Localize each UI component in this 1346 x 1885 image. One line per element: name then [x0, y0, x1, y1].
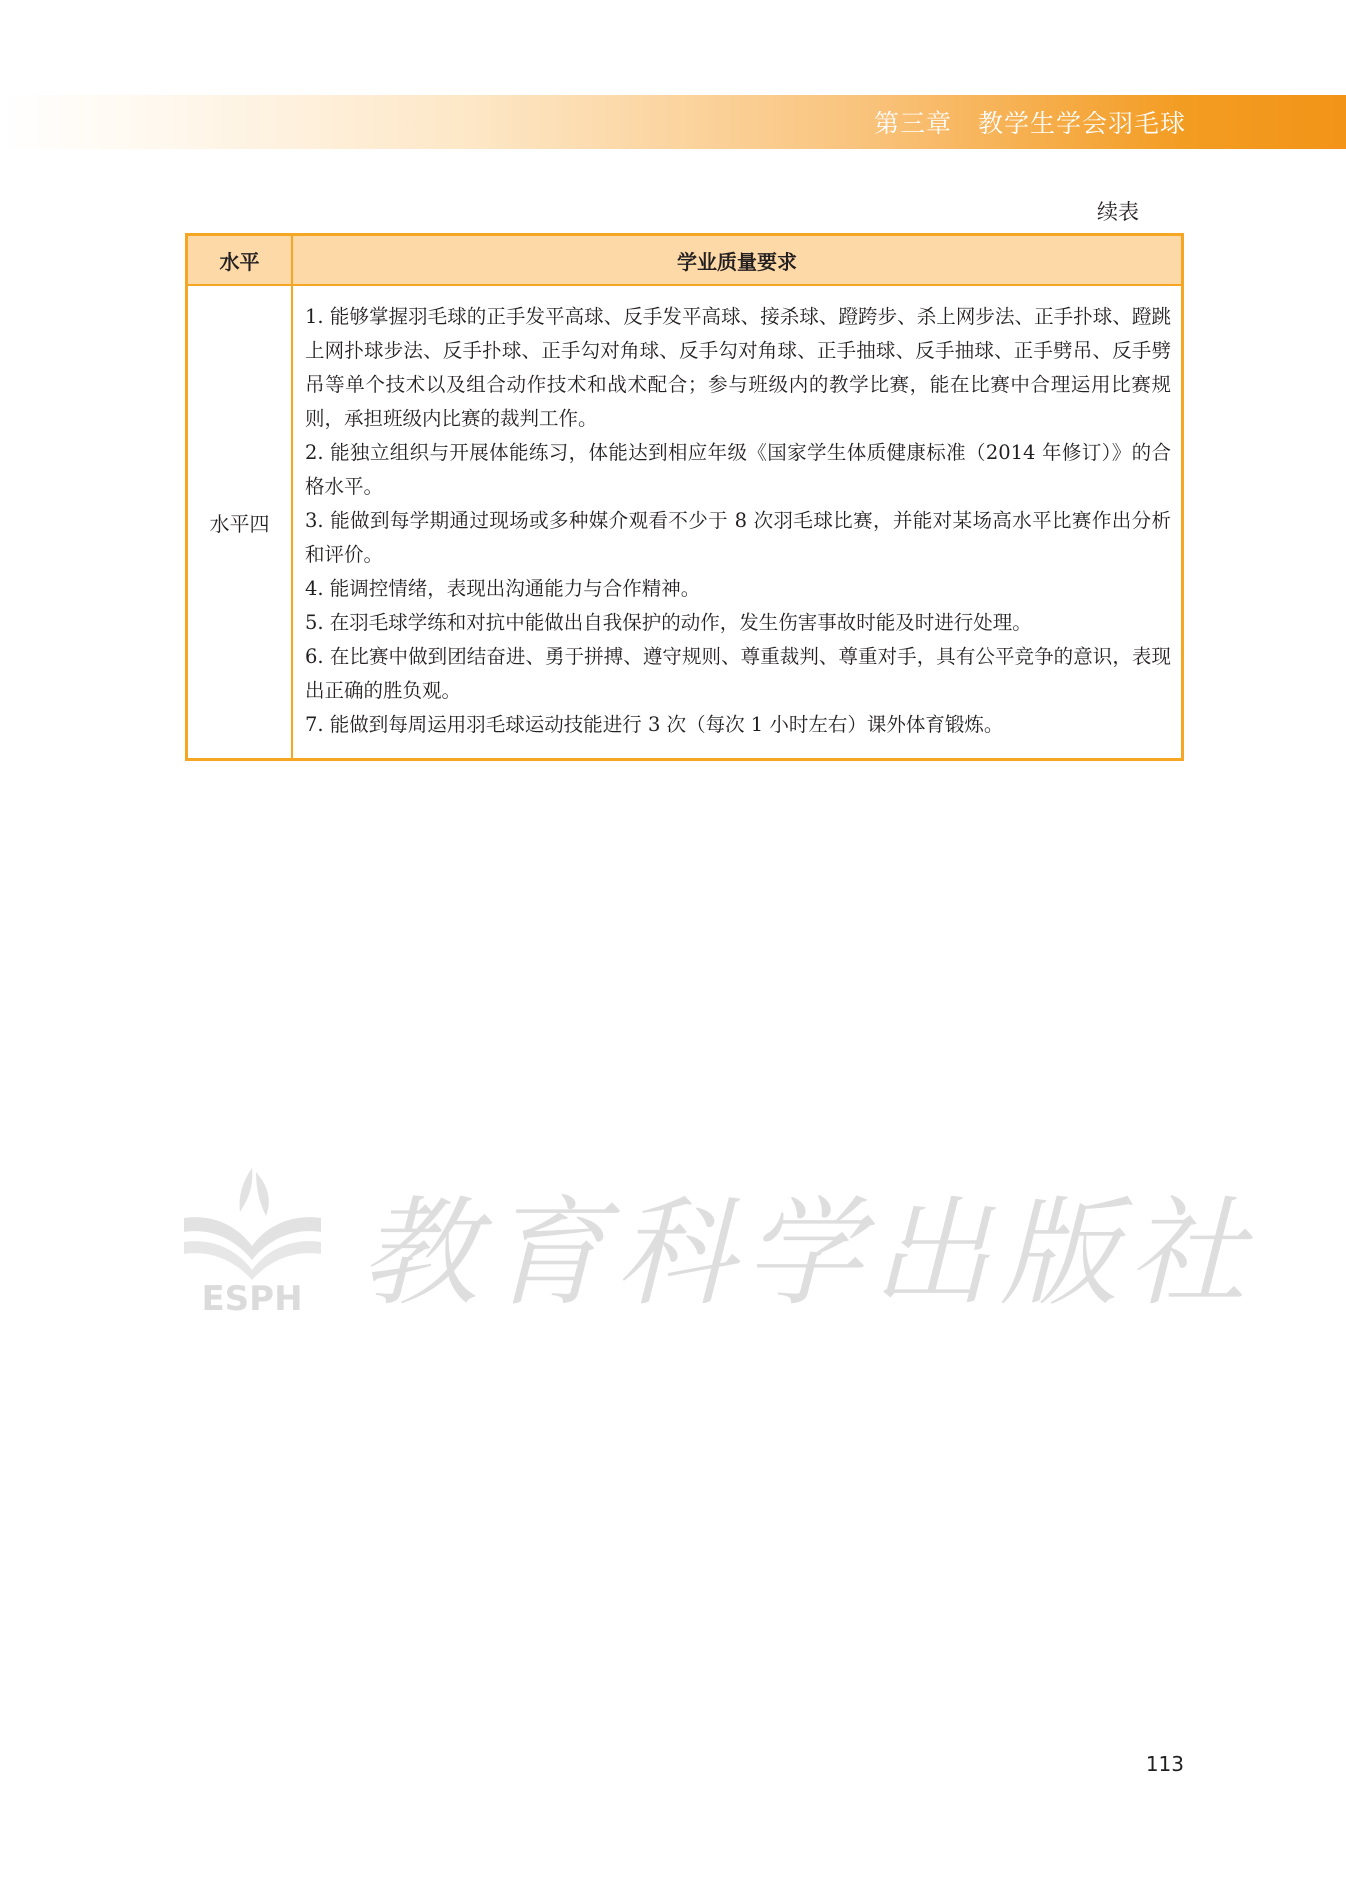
quality-standard-table — [185, 233, 1184, 761]
watermark-logo-text: ESPH — [201, 1279, 303, 1315]
watermark-publisher-name: 教育科学出版社 — [360, 1184, 1257, 1322]
page-number: 113 — [1145, 1752, 1184, 1776]
level-cell: 水平四 — [187, 285, 293, 760]
requirements-cell — [292, 285, 1183, 760]
requirement-item: 1. 能够掌握羽毛球的正手发平高球、反手发平高球、接杀球、蹬跨步、杀上网步法、正手扑球、蹬跳上网扑球步法、反手扑球、正手勾对角球、反手勾对角球、正手抽球、反手抽球、正手劈吊、反手劈吊等单个技术以及组合动作技术和战术配合；参与班级内的教学比赛，能在比赛中合理运用比赛规则，承担班级内比赛的裁判工作。 — [305, 305, 1171, 430]
chapter-title: 第三章 教学生学会羽毛球 — [873, 109, 1186, 138]
continued-label: 续表 — [1097, 200, 1139, 224]
table-row — [187, 285, 1183, 760]
requirement-item: 6. 在比赛中做到团结奋进、勇于拼搏、遵守规则、尊重裁判、尊重对手，具有公平竞争的意识，表现出正确的胜负观。 — [305, 645, 1171, 702]
table-header-row — [187, 235, 1183, 286]
requirement-item: 2. 能独立组织与开展体能练习，体能达到相应年级《国家学生体质健康标准（2014 年修订）》的合格水平。 — [305, 441, 1171, 498]
requirement-item: 4. 能调控情绪，表现出沟通能力与合作精神。 — [305, 577, 701, 600]
requirement-item: 3. 能做到每学期通过现场或多种媒介观看不少于 8 次羽毛球比赛，并能对某场高水平比赛作出分析和评价。 — [305, 509, 1171, 566]
requirement-item: 7. 能做到每周运用羽毛球运动技能进行 3 次（每次 1 小时左右）课外体育锻炼。 — [305, 713, 1004, 736]
column-header-requirements: 学业质量要求 — [292, 235, 1183, 286]
publisher-watermark — [180, 1150, 1257, 1325]
book-leaf-logo-icon — [180, 1160, 325, 1315]
requirement-item: 5. 在羽毛球学练和对抗中能做出自我保护的动作，发生伤害事故时能及时进行处理。 — [305, 611, 1032, 634]
column-header-level: 水平 — [187, 235, 293, 286]
